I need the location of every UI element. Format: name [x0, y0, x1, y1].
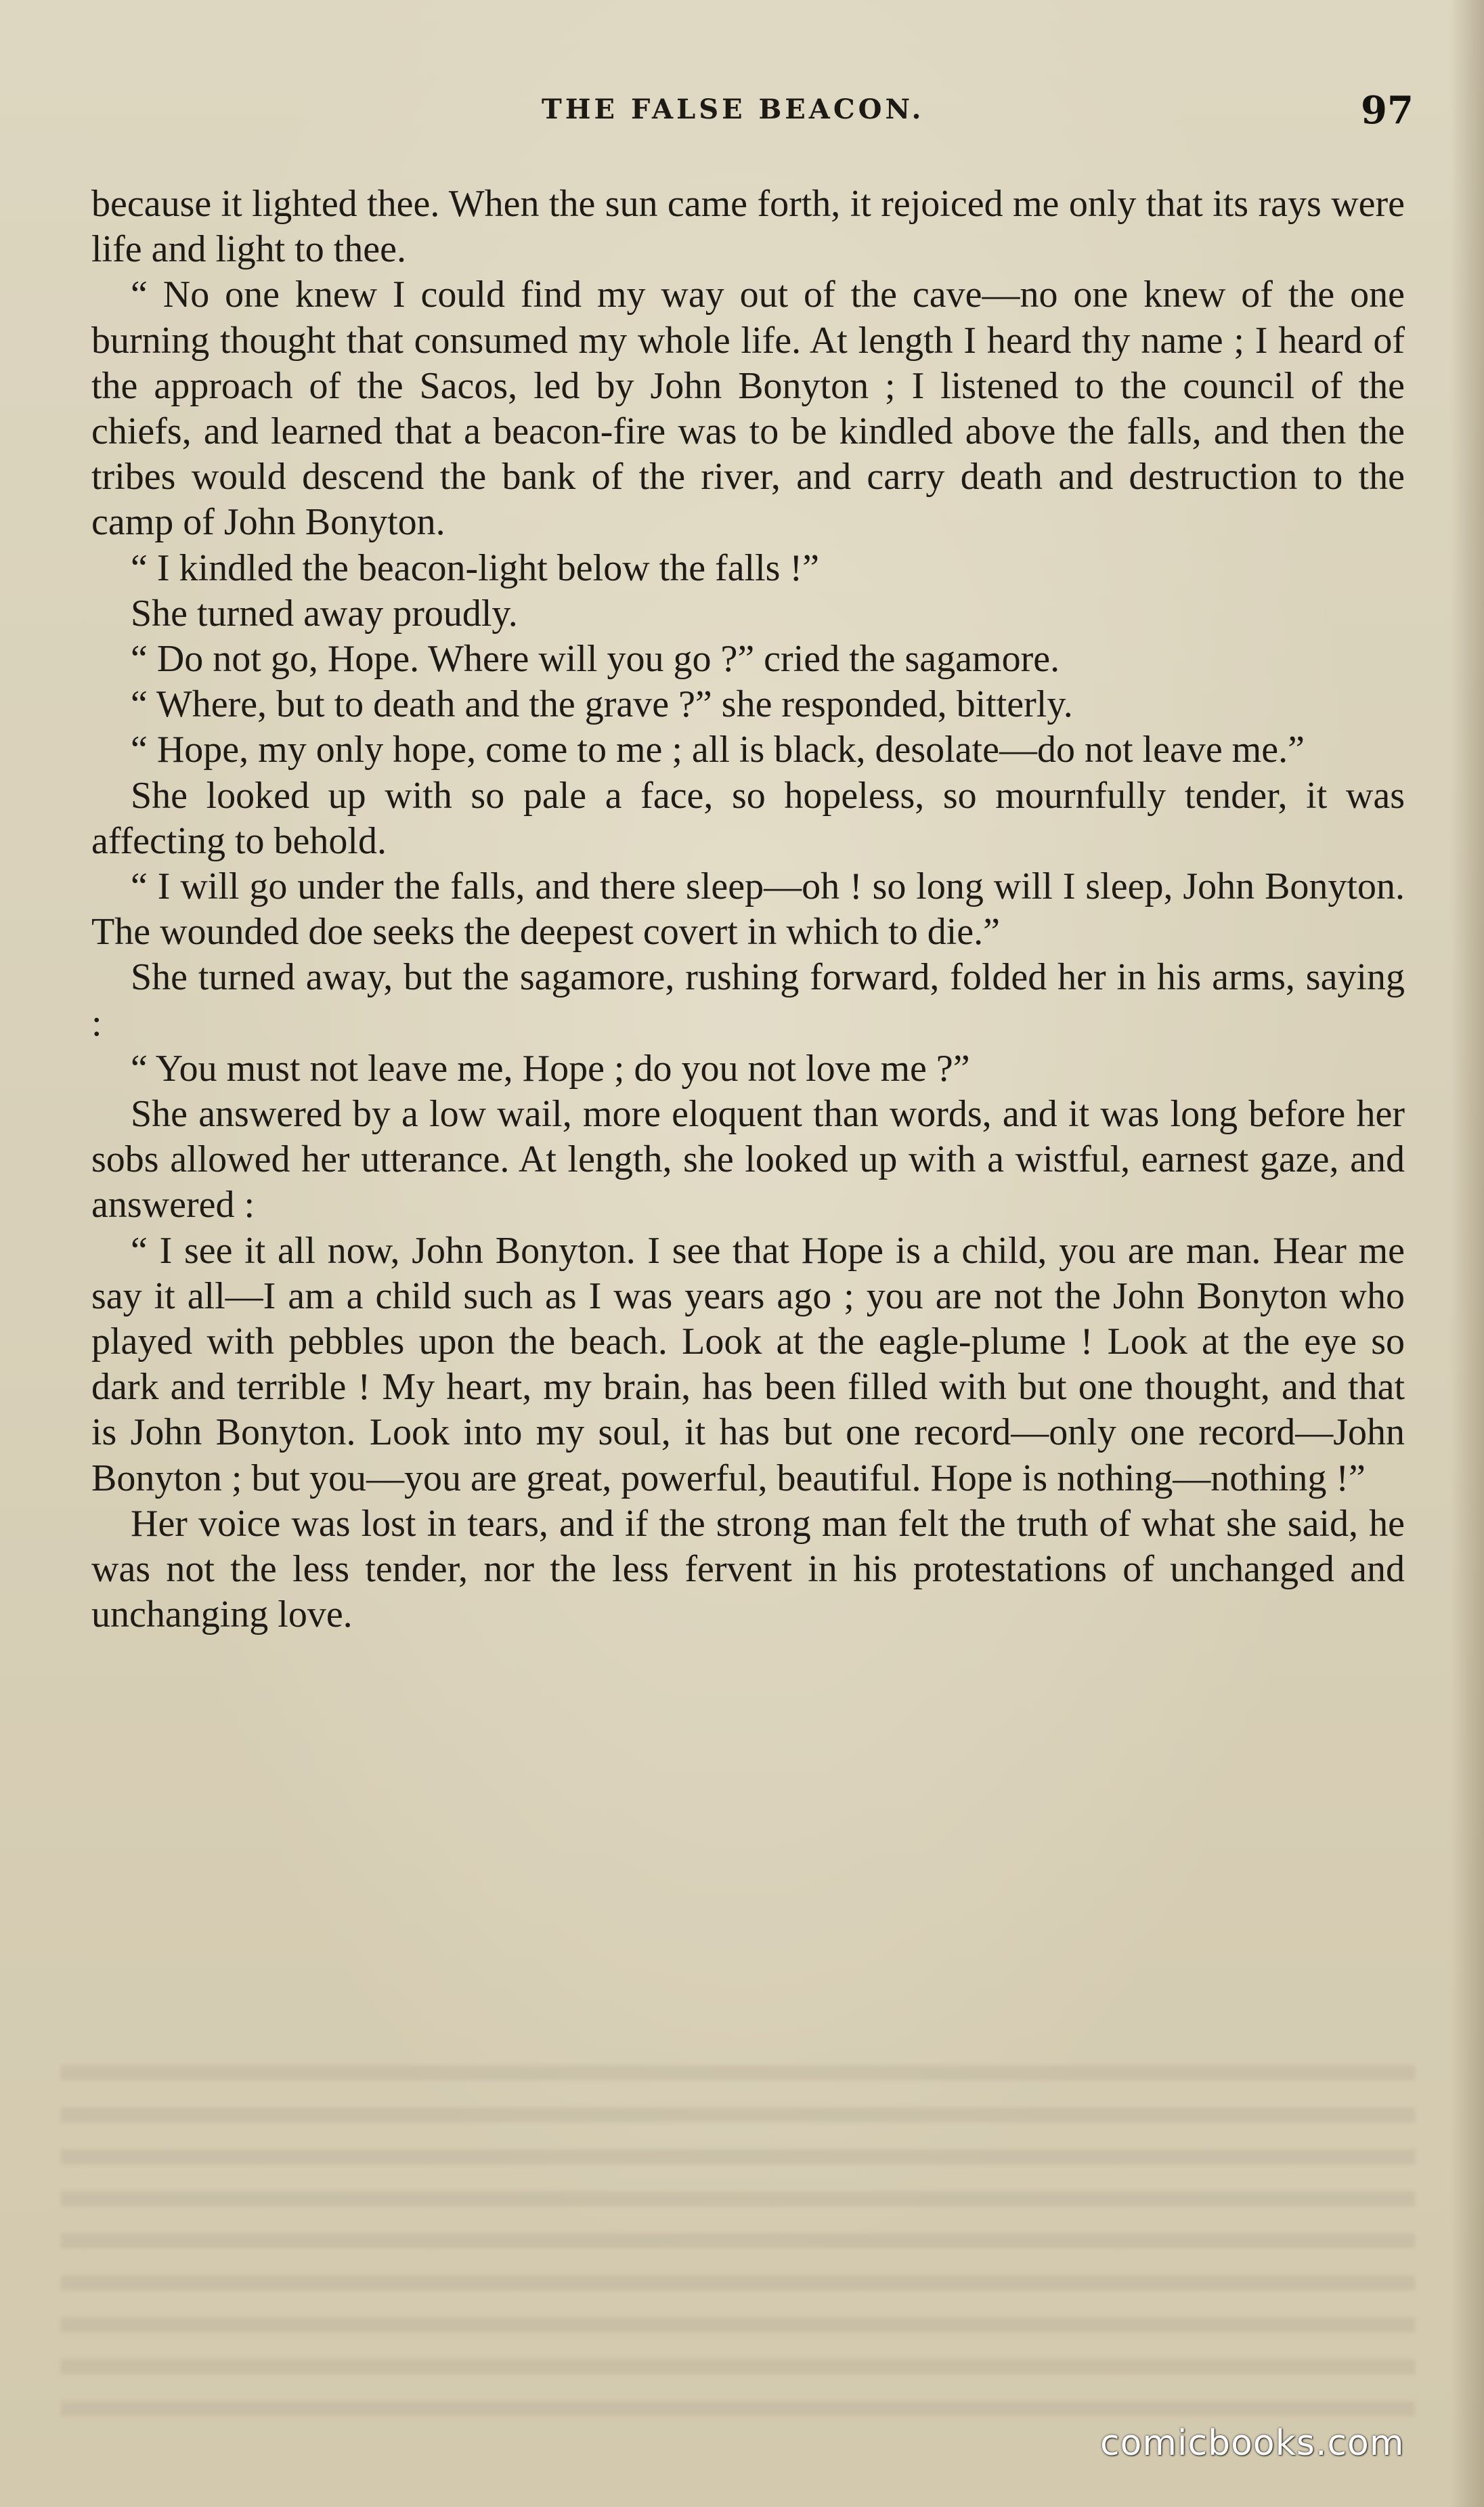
- paragraph: because it lighted thee. When the sun came forth, it rejoiced me only that its rays were life and light to thee.: [91, 183, 1405, 271]
- paragraph: She answered by a low wail, more eloquent than words, and it was long before her sobs allowed her utterance. At length, she looked up with a wistful, earnest gaze, and answered :: [91, 1093, 1405, 1226]
- body-text: [91, 181, 1405, 1638]
- page-header: [0, 88, 1484, 142]
- paragraph: “ I kindled the beacon-light below the falls !”: [131, 547, 819, 589]
- paragraph: “ I will go under the falls, and there sleep—oh ! so long will I sleep, John Bonyton. The wounded doe seeks the deepest covert in which to die.”: [91, 865, 1405, 953]
- paragraph: She looked up with so pale a face, so hopeless, so mournfully tender, it was affecting to behold.: [91, 774, 1405, 862]
- page-number: 97: [1361, 88, 1414, 133]
- paragraph: She turned away proudly.: [131, 592, 518, 635]
- page-edge-shadow: [1450, 0, 1484, 2507]
- paragraph: Her voice was lost in tears, and if the strong man felt the truth of what she said, he was not the less tender, nor the less fervent in his protestations of unchanged and unchanging love.: [91, 1502, 1405, 1636]
- reverse-side-show-through: [61, 2038, 1415, 2418]
- paragraph: “ I see it all now, John Bonyton. I see that Hope is a child, you are man. Hear me say it all—I am a child such as I was years ago ; you are not the John Bonyton who played with pebbles upon the beach. Look at the eagle-plume ! Look at the eye so dark and terrible ! My heart, my brain, has been filled with but one thought, and that is John Bonyton. Look into my soul, it has but one record—only one record—John Bonyton ; but you—you are great, powerful, beautiful. Hope is nothing—nothing !”: [91, 1229, 1405, 1499]
- paragraph: “ Where, but to death and the grave ?” she responded, bitterly.: [131, 683, 1073, 726]
- paragraph: She turned away, but the sagamore, rushing forward, folded her in his arms, saying :: [91, 956, 1405, 1044]
- running-head: THE FALSE BEACON.: [542, 93, 925, 125]
- paragraph: “ You must not leave me, Hope ; do you not love me ?”: [131, 1047, 970, 1090]
- paragraph: “ Hope, my only hope, come to me ; all is black, desolate—do not leave me.”: [131, 729, 1305, 771]
- watermark: comicbooks.com: [1100, 2423, 1405, 2464]
- paragraph: “ No one knew I could find my way out of the cave—no one knew of the one burning thought that consumed my whole life. At length I heard thy name ; I heard of the approach of the Sacos, led by John Bonyton ; I listened to the council of the chiefs, and learned that a beacon-fire was to be kindled above the falls, and then the tribes would descend the bank of the river, and carry death and destruction to the camp of John Bonyton.: [91, 274, 1405, 544]
- paragraph: “ Do not go, Hope. Where will you go ?” cried the sagamore.: [131, 638, 1060, 681]
